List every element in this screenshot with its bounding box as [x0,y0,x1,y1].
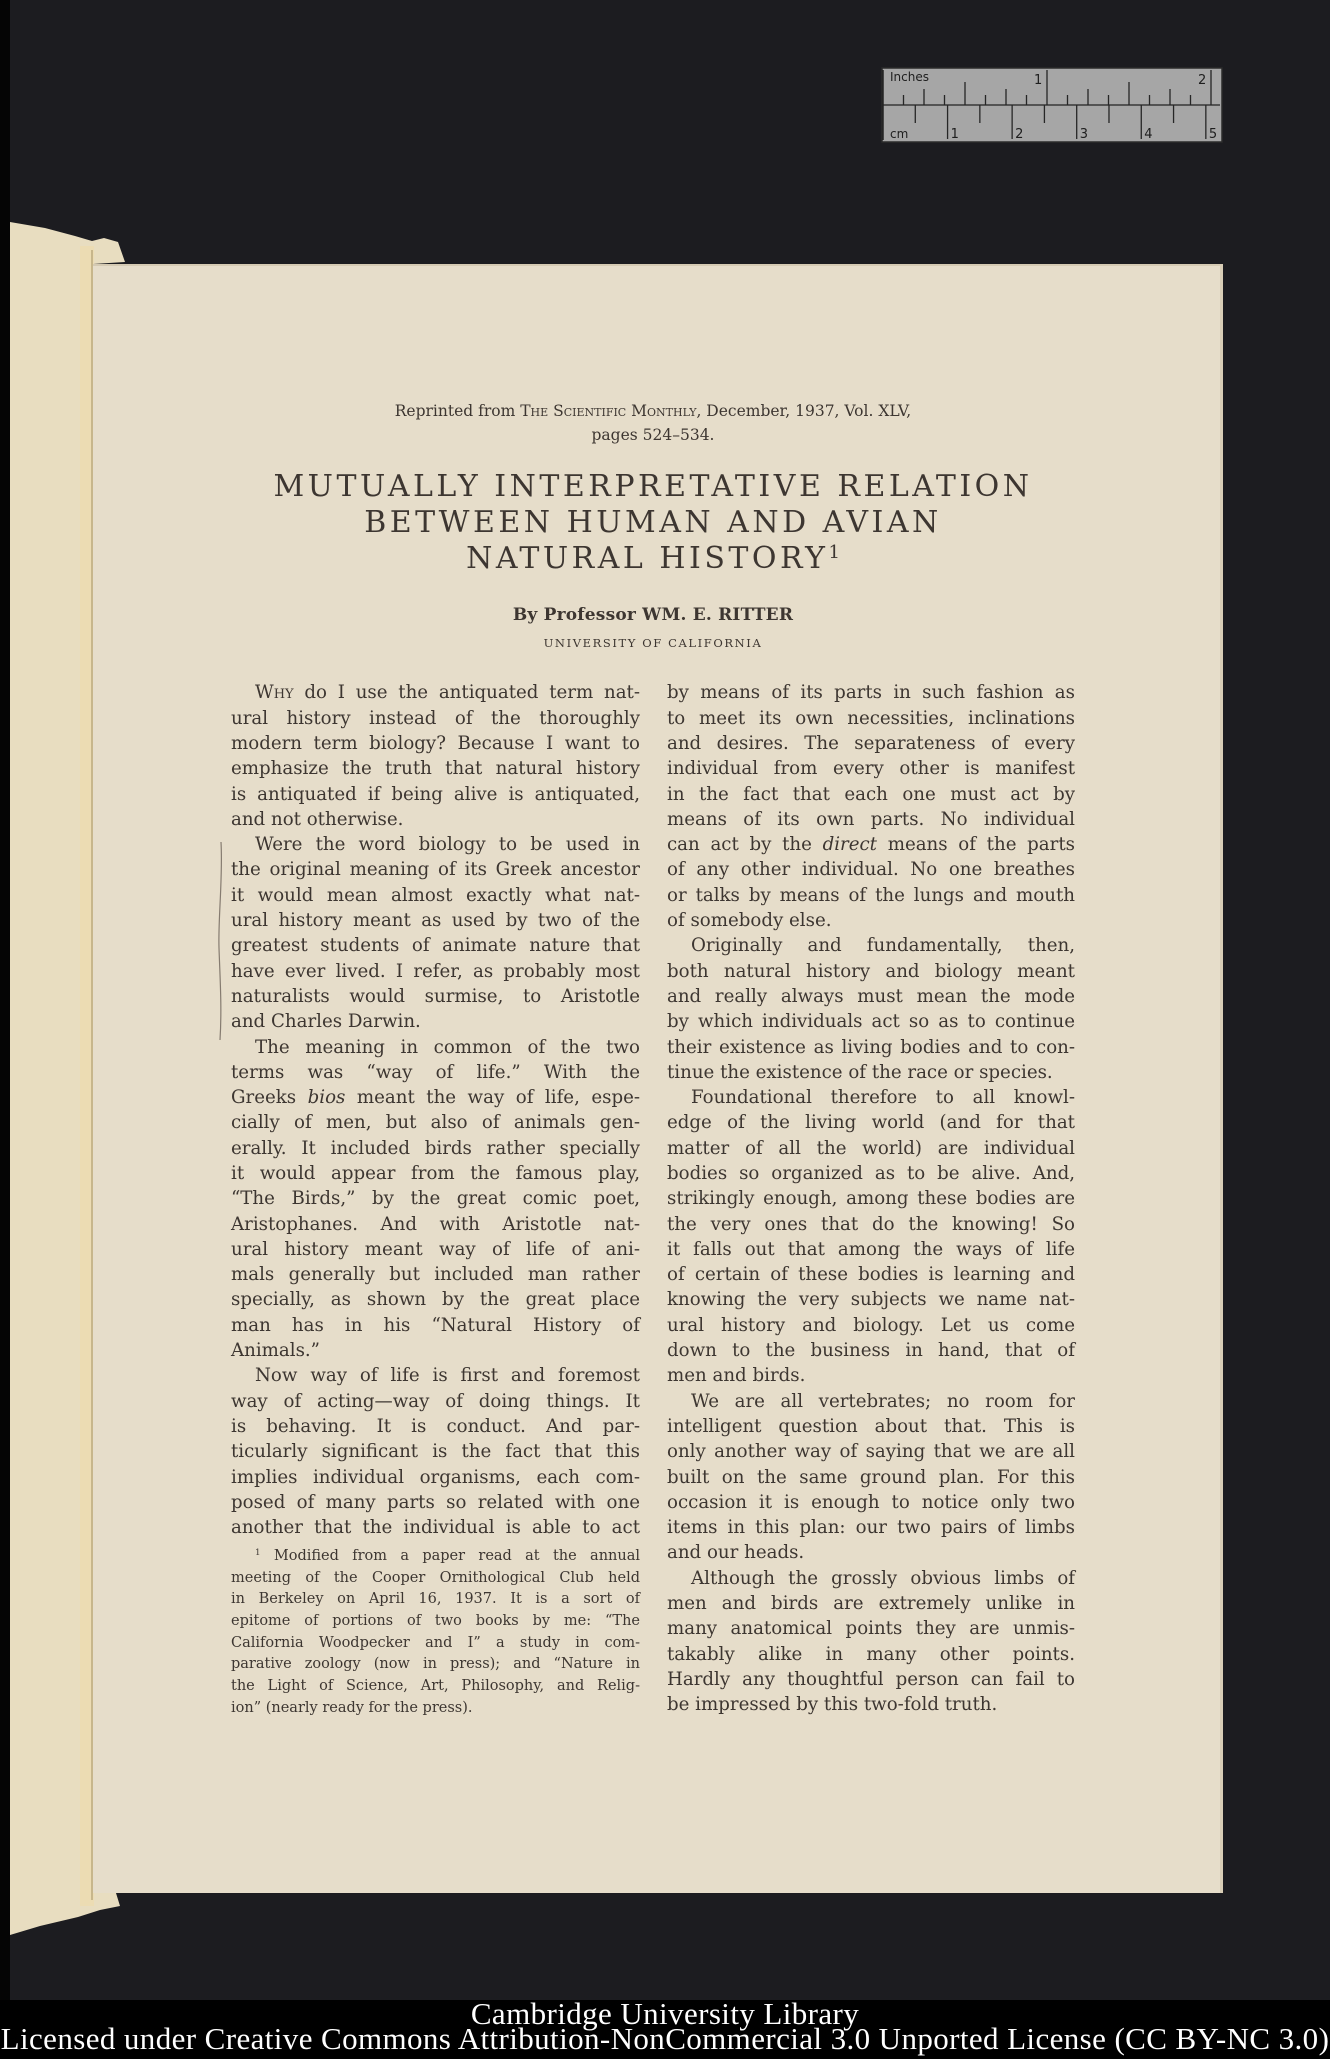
text-line: by which individuals act so as to continue [667,1011,1075,1033]
footnote-marker: 1 [828,542,840,564]
reprint-line-2: pages 524–534. [591,426,715,444]
library-name: Cambridge University Library [470,1996,860,2031]
text-line: and our heads. [667,1542,805,1564]
text-line: built on the same ground plan. For this [667,1466,1075,1488]
text-line: California Woodpecker and I” a study in com- [231,1634,640,1651]
right-column [667,680,1075,1717]
text-line: is antiquated if being alive is antiquated, [231,783,640,805]
text-line: ural history meant as used by two of the [231,910,640,932]
cm-number: 3 [1079,127,1088,142]
text-line: ticularly significant is the fact that this [231,1441,640,1463]
text-line: by means of its parts in such fashion as [667,682,1075,704]
text-line: men and birds. [667,1365,806,1387]
text-line: Hardly any thoughtful person can fail to [667,1668,1075,1690]
text-line: Were the word biology to be used in [255,834,640,856]
text-line: “The Birds,” by the great comic poet, [231,1188,640,1210]
text-line: items in this plan: our two pairs of limbs [667,1517,1075,1539]
inch-number: 1 [1034,73,1043,88]
text-line: ural history meant way of life of ani- [231,1238,640,1260]
text-line: meeting of the Cooper Ornithological Club held [231,1569,640,1586]
spine-fold-shadow [91,250,93,1900]
text-line: erally. It included birds rather specially [231,1137,640,1159]
text-line: matter of all the world) are individual [667,1137,1075,1159]
text-line: naturalists would surmise, to Aristotle [231,985,640,1007]
paragraph [231,832,640,1034]
text-line: be impressed by this two-fold truth. [667,1694,998,1716]
paragraph [667,1389,1075,1566]
text-line: Although the grossly obvious limbs of [691,1567,1075,1589]
page-top-edge [93,264,1223,266]
author-affiliation: UNIVERSITY OF CALIFORNIA [543,636,763,650]
text-line: tinue the existence of the race or species. [667,1061,1053,1083]
smallcaps-text: The Scientific Monthly [520,402,697,420]
text-line: have ever lived. I refer, as probably most [231,960,640,982]
text-line: parative zoology (now in press); and “Nature in [231,1656,640,1673]
author-byline: By Professor WM. E. RITTER [512,605,794,625]
text-line: greatest students of animate nature that [231,935,640,957]
text-line: intelligent question about that. This is [667,1415,1075,1437]
text-line: and really always must mean the mode [667,985,1075,1007]
inches-label: Inches [890,70,929,84]
license-notice: Licensed under Creative Commons Attribution-NonCommercial 3.0 Unported License (CC BY-NC 3.0) [0,2021,1330,2056]
article-title [231,469,1075,577]
text-line: ural history and biology. Let us come [667,1314,1075,1336]
text-line: We are all vertebrates; no room for [691,1390,1075,1412]
text-line: it falls out that among the ways of life [667,1238,1075,1260]
paragraph [231,680,640,832]
text-line: in the fact that each one must act by [667,783,1075,805]
text-line: Now way of life is first and foremost [255,1365,640,1387]
text-line: epitome of portions of two books by me: “The [231,1613,640,1630]
text-line: the very ones that do the knowing! So [667,1213,1075,1235]
page-right-edge [1220,264,1223,1893]
text-line: it would mean almost exactly what nat- [231,884,640,906]
text-line: implies individual organisms, each com- [231,1466,640,1488]
text-line: both natural history and biology meant [667,960,1075,982]
paragraph [667,680,1075,933]
text-line: ion” (nearly ready for the press). [231,1699,473,1716]
smallcaps-text: Why [255,682,294,704]
text-line: can act by the direct means of the parts [667,834,1075,856]
text-line: bodies so organized as to be alive. And, [667,1162,1075,1184]
reprint-line-1: Reprinted from The Scientific Monthly, December, 1937, Vol. XLV, [394,402,912,420]
text-line: another that the individual is able to act [231,1517,640,1539]
cm-number: 5 [1208,127,1218,142]
text-line: specially, as shown by the great place [231,1289,640,1311]
text-line: terms was “way of life.” With the [231,1061,640,1083]
text-line: individual from every other is manifest [667,758,1075,780]
left-column [231,680,640,1540]
text-line: or talks by means of the lungs and mouth [667,884,1075,906]
text-line: it would appear from the famous play, [231,1162,640,1184]
text-line: many anatomical points they are unmis- [667,1618,1075,1640]
text-line: means of its own parts. No individual [667,808,1075,830]
reprint-notice [231,399,1075,447]
scale-ruler [876,64,1228,146]
paragraph [667,1566,1075,1718]
title-line-3: NATURAL HISTORY$^1$ [466,541,840,576]
text-line: edge of the living world (and for that [667,1112,1075,1134]
paragraph [231,1546,640,1720]
text-line: Greeks bios meant the way of life, espe- [231,1087,641,1109]
text-line: of somebody else. [667,910,832,932]
title-line-1: MUTUALLY INTERPRETATIVE RELATION [273,469,1033,504]
footnote [231,1546,640,1720]
text-line: in Berkeley on April 16, 1937. It is a sort of [231,1591,640,1608]
text-line: and desires. The separateness of every [667,732,1075,754]
text-line: Foundational therefore to all knowl- [691,1087,1075,1109]
italic-text: direct [822,834,877,856]
text-line: of certain of these bodies is learning and [667,1264,1075,1286]
text-line: occasion it is enough to notice only two [667,1491,1075,1513]
text-line: is behaving. It is conduct. And par- [231,1415,640,1437]
text-line: $^1$ Modified from a paper read at the annual [255,1548,640,1564]
cm-label: cm [890,127,909,141]
paragraph [667,1085,1075,1389]
paragraph [667,933,1075,1085]
text-line: ural history instead of the thoroughly [231,707,640,729]
title-line-2: BETWEEN HUMAN AND AVIAN [364,505,942,540]
text-line: of any other individual. No one breathes [667,859,1075,881]
text-line: way of acting—way of doing things. It [231,1390,640,1412]
text-line: only another way of saying that we are all [667,1441,1075,1463]
italic-text: bios [307,1087,346,1109]
text-line: modern term biology? Because I want to [231,732,640,754]
cm-number: 4 [1144,127,1153,142]
cm-number: 1 [950,127,959,142]
text-line: men and birds are extremely unlike in [667,1593,1075,1615]
text-line: to meet its own necessities, inclinations [667,707,1075,729]
text-line: Animals.” [231,1340,320,1362]
text-line: Why do I use the antiquated term nat- [255,682,640,704]
text-line: The meaning in common of the two [255,1036,640,1058]
pencil-stroke [219,842,222,1040]
text-line: man has in his “Natural History of [231,1314,640,1336]
text-line: strikingly enough, among these bodies are [667,1188,1075,1210]
text-line: mals generally but included man rather [231,1264,640,1286]
text-line: takably alike in many other points. [667,1643,1075,1665]
footnote-marker: 1 [255,1548,261,1559]
text-line: cially of men, but also of animals gen- [231,1112,640,1134]
inch-number: 2 [1198,73,1207,88]
text-line: Aristophanes. And with Aristotle nat- [231,1213,640,1235]
text-line: Originally and fundamentally, then, [691,935,1075,957]
text-line: down to the business in hand, that of [667,1340,1075,1362]
paragraph [231,1035,640,1364]
text-line: knowing the very subjects we name nat- [667,1289,1075,1311]
text-line: and not otherwise. [231,808,404,830]
library-credit [0,1996,1330,2056]
text-line: and Charles Darwin. [231,1011,421,1033]
text-line: the original meaning of its Greek ancestor [231,859,640,881]
text-line: the Light of Science, Art, Philosophy, and Relig- [231,1678,640,1695]
text-line: their existence as living bodies and to con- [667,1036,1075,1058]
cm-number: 2 [1015,127,1024,142]
pencil-margin-mark [212,838,228,1044]
text-line: posed of many parts so related with one [231,1491,640,1513]
left-black-edge [0,0,10,2000]
text-line: emphasize the truth that natural history [231,758,640,780]
paragraph [231,1363,640,1540]
